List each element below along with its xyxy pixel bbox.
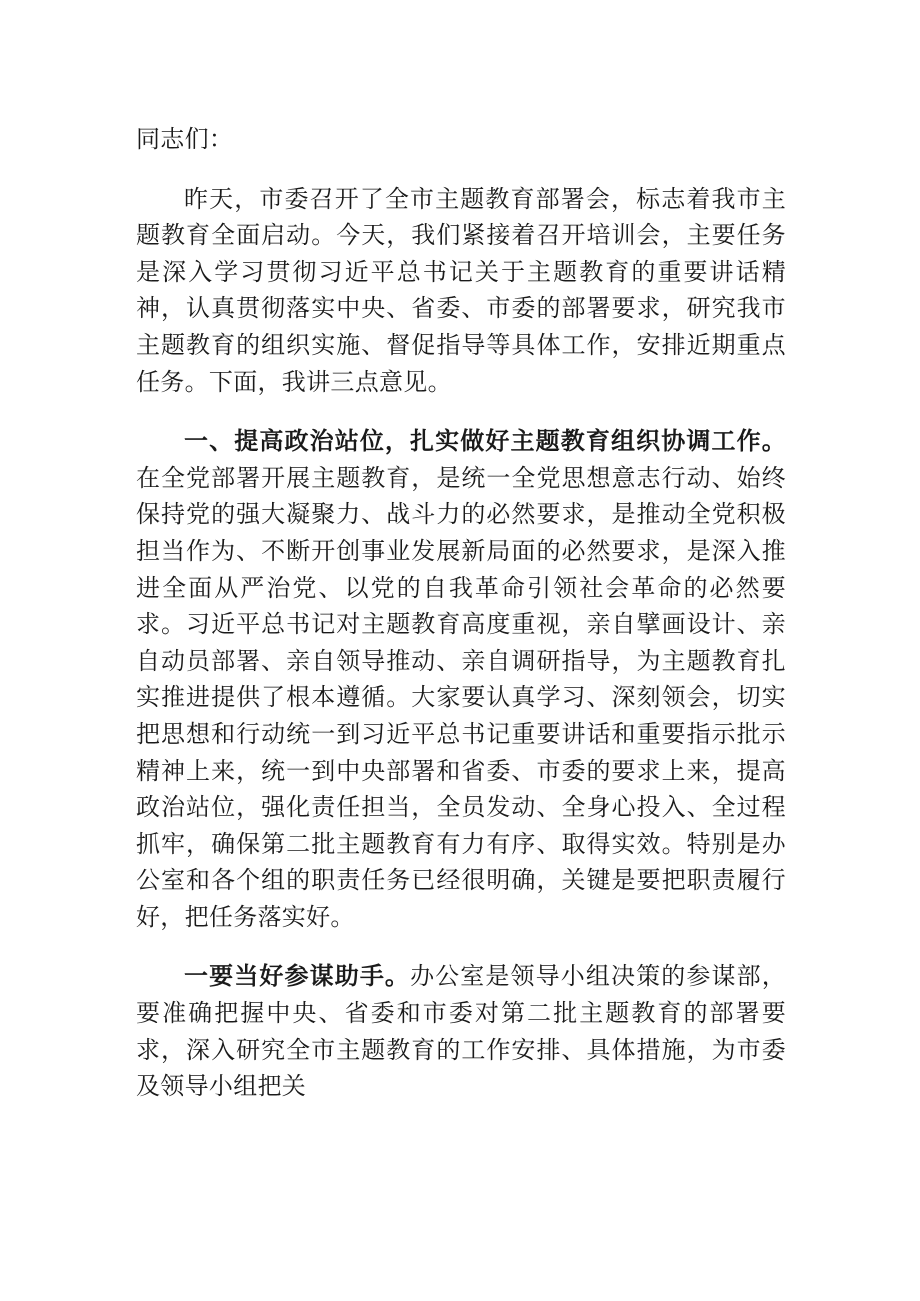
section-one-heading: 一、提高政治站位，扎实做好主题教育组织协调工作。: [184, 426, 786, 456]
paragraph-section-one: [136, 423, 786, 935]
section-one-text: 在全党部署开展主题教育，是统一全党思想意志行动、始终保持党的强大凝聚力、战斗力的必然要求，是推动全党积极担当作为、不断开创事业发展新局面的必然要求，是深入推进全面从严治党、以党的自我革命引领社会革命的必然要求。习近平总书记对主题教育高度重视，亲自擘画设计、亲自动员部署、亲自领导推动、亲自调研指导，为主题教育扎实推进提供了根本遵循。大家要认真学习、深刻领会，切实把思想和行动统一到习近平总书记重要讲话和重要指示批示精神上来，统一到中央部署和省委、市委的要求上来，提高政治站位，强化责任担当，全员发动、全身心投入、全过程抓牢，确保第二批主题教育有力有序、取得实效。特别是办公室和各个组的职责任务已经很明确，关键是要把职责履行好，把任务落实好。: [136, 463, 786, 931]
document-page: [136, 121, 786, 1128]
paragraph-subpoint-one: [136, 958, 786, 1104]
paragraph-intro-text: 昨天，市委召开了全市主题教育部署会，标志着我市主题教育全面启动。今天，我们紧接着召开培训会，主要任务是深入学习贯彻习近平总书记关于主题教育的重要讲话精神，认真贯彻落实中央、省委、市委的部署要求，研究我市主题教育的组织实施、督促指导等具体工作，安排近期重点任务。下面，我讲三点意见。: [136, 184, 786, 396]
paragraph-intro: [136, 181, 786, 401]
subpoint-one-heading: 一要当好参谋助手。: [184, 961, 411, 991]
salutation: 同志们：: [136, 125, 234, 153]
subpoint-one-text: 办公室是领导小组决策的参谋部，要准确把握中央、省委和市委对第二批主题教育的部署要求，深入研究全市主题教育的工作安排、具体措施，为市委及领导小组把关: [136, 962, 787, 1101]
